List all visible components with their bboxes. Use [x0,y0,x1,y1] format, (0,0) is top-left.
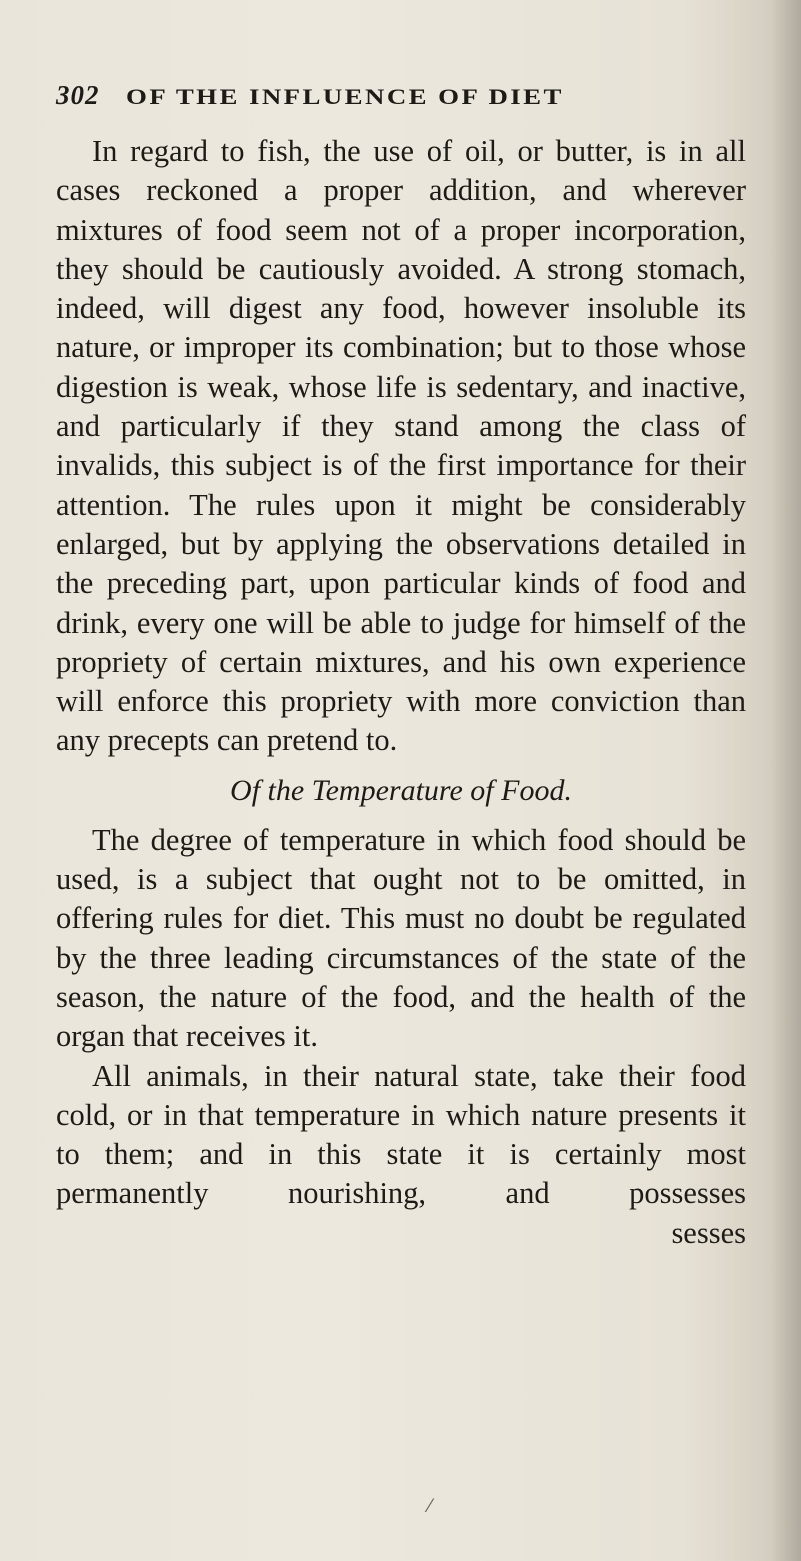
paragraph-animals: All animals, in their natural state, take their food cold, or in that temperature in which nature presents it to them; and in this state it is certainly most permanently nourishing, and possesses [56,1058,746,1211]
body-text [56,132,746,1253]
running-head: OF THE INFLUENCE OF DIET [126,84,564,109]
page-header [56,80,746,120]
catchword: sesses [671,1215,746,1250]
paragraph-fish-mixtures: In regard to fish, the use of oil, or butter, is in all cases reckoned a proper addition, and wherever mixtures of food seem not of a proper incorporation, they should be cautiously avoided. A strong stomach, indeed, will digest any food, however insoluble its nature, or improper its combination; but to those whose digestion is weak, whose life is sedentary, and inactive, and particularly if they stand among the class of invalids, this subject is of the first importance for their attention. The rules upon it might be considerably enlarged, but by applying the observations detailed in the preceding part, upon particular kinds of food and drink, every one will be able to judge for himself of the propriety of certain mixtures, and his own experience will enforce this propriety with more conviction than any precepts can pretend to. [56,134,746,758]
paragraph-temperature: The degree of temperature in which food should be used, is a subject that ought not to be omitted, in offering rules for diet. This must no doubt be regulated by the three leading circumstances of the state of the season, the nature of the food, and the health of the organ that receives it. [56,822,746,1054]
page-edge-shadow [771,0,801,1561]
stray-mark: ⁄ [428,1496,432,1517]
section-heading: Of the Temperature of Food. [230,773,572,807]
page-number: 302 [56,80,100,110]
